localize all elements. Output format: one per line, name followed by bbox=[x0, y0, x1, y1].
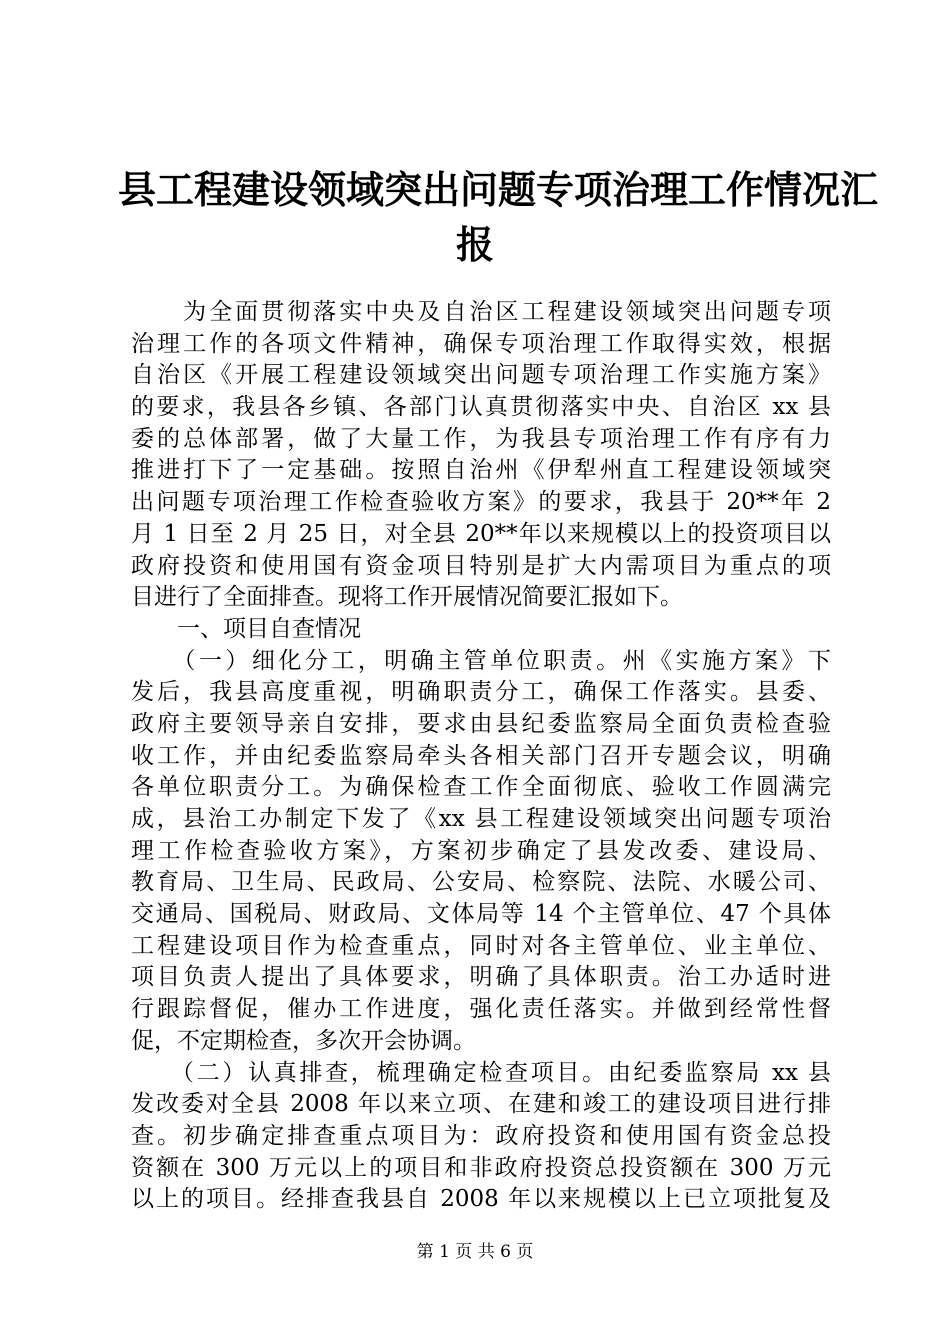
body-text-line: （一）细化分工，明确主管单位职责。州《实施方案》下 bbox=[131, 647, 831, 674]
body-text-line: 的要求，我县各乡镇、各部门认真贯彻落实中央、自治区 xx 县 bbox=[131, 394, 831, 421]
body-text-line: 查。初步确定排查重点项目为：政府投资和使用国有资金总投 bbox=[131, 1122, 831, 1149]
body-text-line: 工程建设项目作为检查重点，同时对各主管单位、业主单位、 bbox=[131, 932, 831, 959]
document-title-line-2: 报 bbox=[455, 222, 494, 267]
body-text-line: 理工作检查验收方案》，方案初步确定了县发改委、建设局、 bbox=[131, 837, 831, 864]
document-body bbox=[131, 297, 831, 1216]
body-text-line: 交通局、国税局、财政局、文体局等 14 个主管单位、47 个具体 bbox=[131, 901, 831, 928]
body-text-line: 为全面贯彻落实中央及自治区工程建设领域突出问题专项 bbox=[131, 299, 831, 325]
body-text-line: 政府主要领导亲自安排，要求由县纪委监察局全面负责检查验 bbox=[131, 710, 831, 737]
body-text-line: 发改委对全县 2008 年以来立项、在建和竣工的建设项目进行排 bbox=[131, 1091, 831, 1118]
body-text-line: 成，县治工办制定下发了《xx 县工程建设领域突出问题专项治 bbox=[131, 806, 831, 832]
body-text-line: 一、项目自查情况 bbox=[131, 615, 361, 642]
body-text-line: （二）认真排查，梳理确定检查项目。由纪委监察局 xx 县 bbox=[131, 1059, 831, 1086]
document-title-line-1: 县工程建设领域突出问题专项治理工作情况汇 bbox=[118, 167, 879, 212]
body-text-line: 以上的项目。经排查我县自 2008 年以来规模以上已立项批复及 bbox=[131, 1186, 831, 1213]
body-text-line: 资额在 300 万元以上的项目和非政府投资总投资额在 300 万元 bbox=[131, 1154, 831, 1181]
body-text-line: 推进打下了一定基础。按照自治州《伊犁州直工程建设领域突 bbox=[131, 457, 831, 484]
body-text-line: 出问题专项治理工作检查验收方案》的要求，我县于 20**年 2 bbox=[131, 489, 831, 516]
body-text-line: 教育局、卫生局、民政局、公安局、检察院、法院、水暖公司、 bbox=[131, 869, 831, 896]
page-footer: 第 1 页 共 6 页 bbox=[416, 1242, 534, 1262]
body-text-line: 发后，我县高度重视，明确职责分工，确保工作落实。县委、 bbox=[131, 679, 831, 706]
body-text-line: 收工作，并由纪委监察局牵头各相关部门召开专题会议，明确 bbox=[131, 742, 831, 769]
body-text-line: 自治区《开展工程建设领域突出问题专项治理工作实施方案》 bbox=[131, 362, 831, 389]
body-text-line: 政府投资和使用国有资金项目特别是扩大内需项目为重点的项 bbox=[131, 552, 831, 579]
body-text-line: 项目负责人提出了具体要求，明确了具体职责。治工办适时进 bbox=[131, 964, 831, 991]
body-text-line: 月 1 日至 2 月 25 日，对全县 20**年以来规模以上的投资项目以 bbox=[131, 520, 831, 547]
body-text-line: 目进行了全面排查。现将工作开展情况简要汇报如下。 bbox=[131, 584, 683, 611]
body-text-line: 促，不定期检查，多次开会协调。 bbox=[131, 1027, 476, 1054]
body-text-line: 治理工作的各项文件精神，确保专项治理工作取得实效，根据 bbox=[131, 330, 831, 357]
body-text-line: 行跟踪督促，催办工作进度，强化责任落实。并做到经常性督 bbox=[131, 996, 831, 1023]
body-text-line: 各单位职责分工。为确保检查工作全面彻底、验收工作圆满完 bbox=[131, 774, 831, 801]
body-text-line: 委的总体部署，做了大量工作，为我县专项治理工作有序有力 bbox=[131, 425, 831, 452]
